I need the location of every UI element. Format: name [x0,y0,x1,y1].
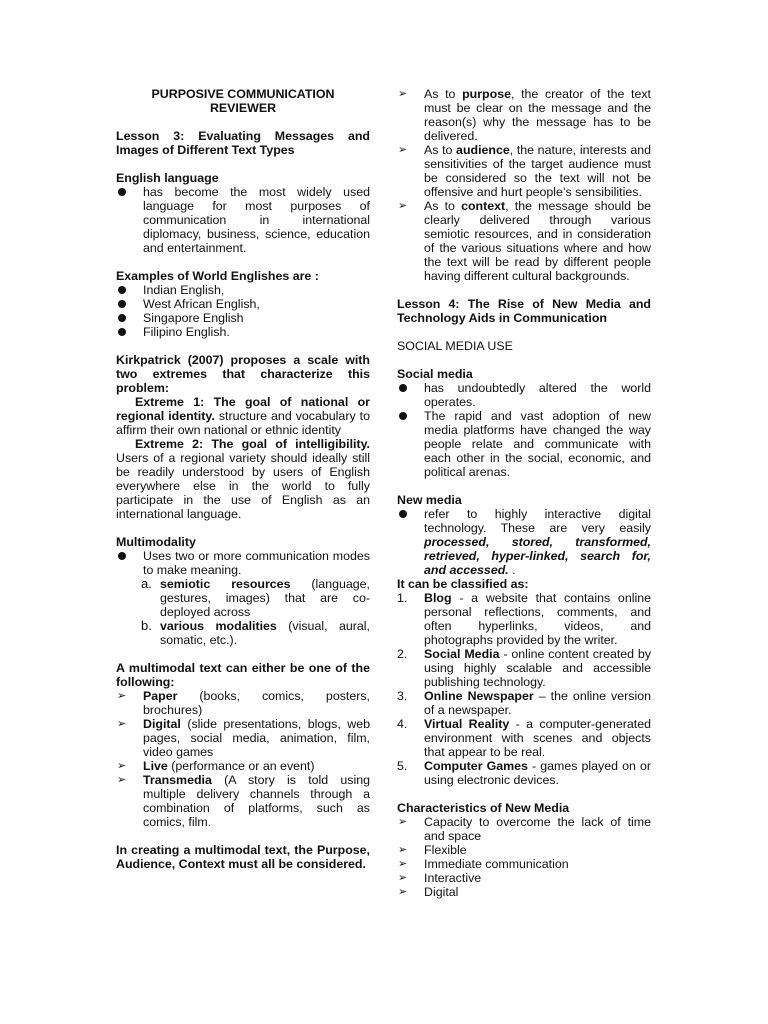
list-item: Filipino English. [116,325,370,339]
sub-item-a: a. semiotic resources (language, gestures, images) that are co-deployed across [141,576,370,619]
arrow-icon: ➢ [398,844,408,856]
list-item: ➢ Flexible [398,843,467,857]
bullet-icon [399,384,407,392]
list-item: ➢ Immediate communication [398,857,569,871]
characteristics-heading: Characteristics of New Media [397,801,570,815]
doc-title-line2: REVIEWER [209,101,277,115]
list-item: 4. Virtual Reality - a computer-generated environment with scenes and objects that appear to be real. [397,717,651,759]
bullet-icon [118,286,126,294]
list-item: Uses two or more communication modes to make meaning. [116,549,370,577]
bullet-icon [399,412,407,420]
english-heading: English language [116,171,219,185]
extreme-1: Extreme 1: The goal of national or regional identity. structure and vocabulary to affirm their own national or ethnic identity [116,395,370,437]
list-item: refer to highly interactive digital technology. These are very easily processed, stored, transformed, retrieved, hyper-linked, search for, and accessed. . [397,507,651,577]
social-media-heading: Social media [397,367,473,381]
list-item: ➢ Live (performance or an event) [117,759,315,773]
sub-item-b: b. various modalities (visual, aural, somatic, etc.). [141,618,370,647]
list-item: ➢ As to purpose, the creator of the text must be clear on the message and the reason(s) why the message has to be delivered. [398,87,651,143]
multimodality-heading: Multimodality [116,535,196,549]
list-item: has undoubtedly altered the world operates. [397,381,651,409]
social-media-use-heading: SOCIAL MEDIA USE [397,339,513,353]
arrow-icon: ➢ [398,88,408,100]
list-item: ➢ Transmedia (A story is told using multiple delivery channels through a combination of platforms, such as comics, film. [117,773,370,829]
lesson4-heading: Lesson 4: The Rise of New Media and Technology Aids in Communication [397,297,651,325]
doc-title-line1: PURPOSIVE COMMUNICATION [151,87,335,101]
list-item: Indian English, [116,283,370,297]
list-item: The rapid and vast adoption of new media platforms have changed the way people relate and communicate with each other in the social, economic, and political arenas. [397,409,651,479]
examples-heading: Examples of World Englishes are : [116,269,319,283]
list-item: ➢ Interactive [398,871,482,885]
list-item: 2. Social Media - online content created by using highly scalable and accessible publishing technology. [397,647,652,689]
bullet-icon [118,328,126,336]
multimodal-text-heading: A multimodal text can either be one of the following: [116,661,370,689]
list-item: ➢ Capacity to overcome the lack of time and space [398,815,651,843]
list-item: West African English, [116,297,370,311]
extreme-2: Extreme 2: The goal of intelligibility. Users of a regional variety should ideally still be readily understood by users of English everywhere else in the world to fully participate in the use of English as an international language. [116,437,370,521]
arrow-icon: ➢ [117,774,127,786]
arrow-icon: ➢ [398,858,408,870]
arrow-icon: ➢ [117,718,127,730]
left-column [116,87,370,871]
bullet-icon [118,188,126,196]
list-item: ➢ Paper (books, comics, posters, brochures) [117,689,370,717]
list-item: ➢ As to context, the message should be clearly delivered through various semiotic resources, and in consideration of the various situations where and how the text will be read by different people having different cultural backgrounds. [398,199,651,283]
bullet-icon [399,510,407,518]
arrow-icon: ➢ [398,144,408,156]
bullet-icon [118,552,126,560]
classified-heading: It can be classified as: [397,577,529,591]
list-item: has become the most widely used language for most purposes of communication in international diplomacy, business, science, education and entertainment. [116,185,370,255]
arrow-icon: ➢ [398,816,408,828]
list-item: 3. Online Newspaper – the online version of a newspaper. [397,689,651,717]
list-item: ➢ As to audience, the nature, interests and sensitivities of the target audience must be considered so the text will not be offensive and hurt people’s sensibilities. [398,143,651,199]
arrow-icon: ➢ [117,690,127,702]
bullet-icon [118,300,126,308]
new-media-heading: New media [397,493,462,507]
list-item: ➢ Digital (slide presentations, blogs, web pages, social media, animation, film, video games [117,717,370,759]
arrow-icon: ➢ [398,872,408,884]
creating-statement: In creating a multimodal text, the Purpose, Audience, Context must all be considered. [116,843,370,871]
list-item: 1. Blog - a website that contains online personal reflections, comments, and often hyperlinks, videos, and photographs provided by the writer. [397,591,651,647]
list-item: ➢ Digital [398,885,459,899]
arrow-icon: ➢ [398,200,408,212]
right-column [397,87,651,899]
bullet-icon [118,314,126,322]
arrow-icon: ➢ [117,760,127,772]
kirkpatrick-heading: Kirkpatrick (2007) proposes a scale with two extremes that characterize this problem: [116,353,370,395]
list-item: 5. Computer Games - games played on or using electronic devices. [397,759,651,787]
list-item: Singapore English [116,311,370,325]
arrow-icon: ➢ [398,886,408,898]
lesson3-heading: Lesson 3: Evaluating Messages and Images of Different Text Types [116,129,370,157]
